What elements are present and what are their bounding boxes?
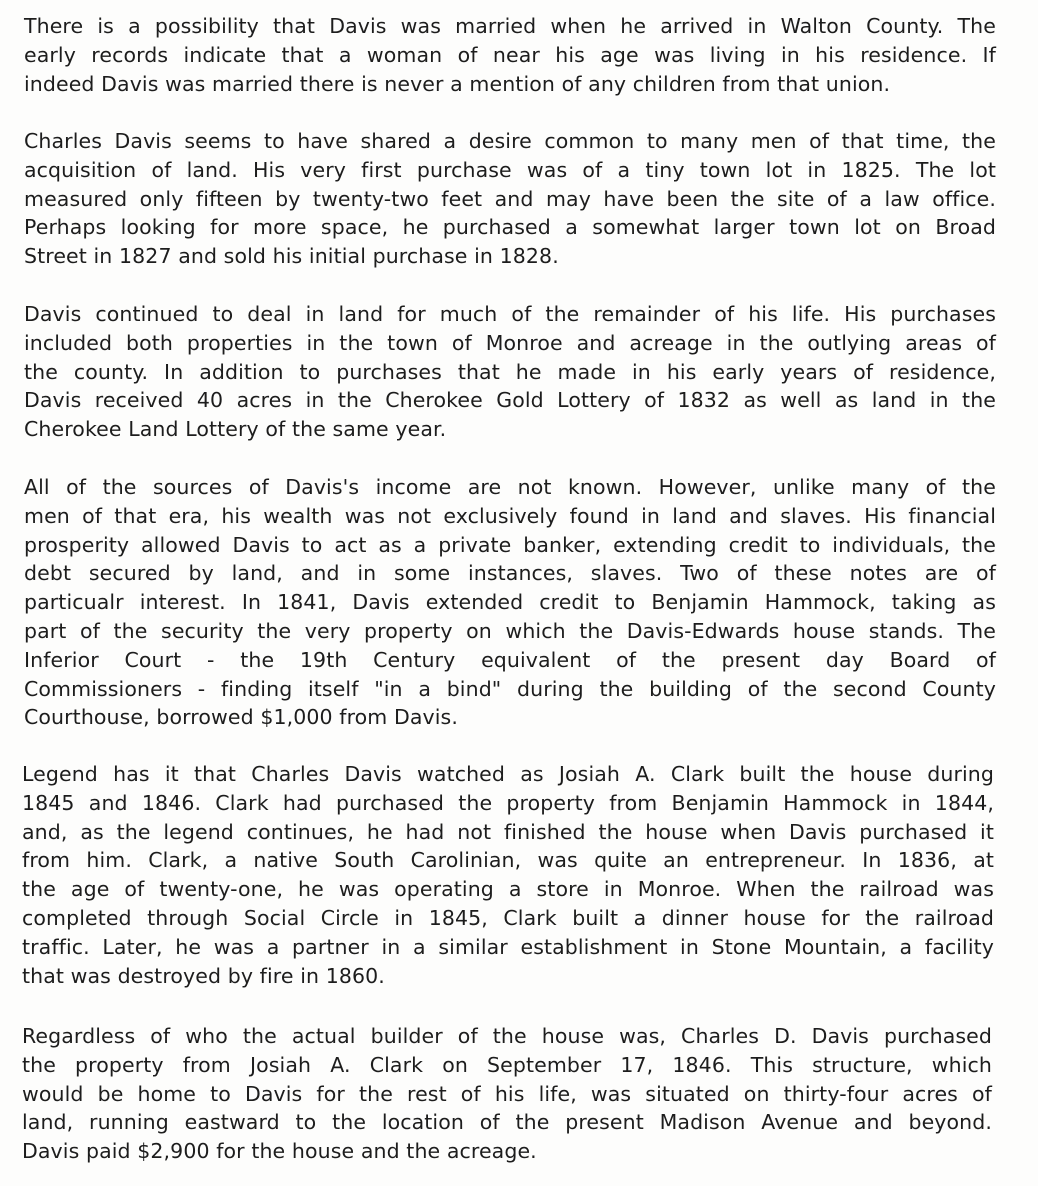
text-line: Street in 1827 and sold his initial purchase in 1828.: [24, 244, 559, 269]
text-line: land, running eastward to the location of the present Madison Avenue and beyond.: [22, 1110, 992, 1135]
text-line: Courthouse, borrowed $1,000 from Davis.: [24, 705, 458, 730]
paragraph-3: [24, 300, 996, 444]
paragraph-5: [22, 760, 994, 990]
text-line: included both properties in the town of Monroe and acreage in the outlying areas of: [24, 330, 996, 355]
text-line: the property from Josiah A. Clark on September 17, 1846. This structure, which: [22, 1052, 992, 1077]
text-line: that was destroyed by fire in 1860.: [22, 963, 385, 988]
text-line: the age of twenty-one, he was operating a store in Monroe. When the railroad was: [22, 877, 994, 902]
text-line: Commissioners - finding itself "in a bind" during the building of the second County: [24, 676, 996, 701]
text-line: and, as the legend continues, he had not finished the house when Davis purchased it: [22, 819, 994, 844]
text-line: the county. In addition to purchases that he made in his early years of residence,: [24, 359, 996, 384]
text-line: traffic. Later, he was a partner in a similar establishment in Stone Mountain, a facility: [22, 934, 994, 959]
text-line: early records indicate that a woman of near his age was living in his residence. If: [24, 42, 996, 67]
paragraph-4: [24, 473, 996, 732]
text-line: men of that era, his wealth was not exclusively found in land and slaves. His financial: [24, 503, 996, 528]
paragraph-2: [24, 127, 996, 271]
text-line: Davis received 40 acres in the Cherokee Gold Lottery of 1832 as well as land in the: [24, 388, 996, 413]
text-line: Perhaps looking for more space, he purchased a somewhat larger town lot on Broad: [24, 215, 996, 240]
text-line: part of the security the very property on which the Davis-Edwards house stands. The: [24, 618, 996, 643]
text-line: Regardless of who the actual builder of the house was, Charles D. Davis purchased: [22, 1024, 992, 1048]
text-line: Cherokee Land Lottery of the same year.: [24, 417, 447, 442]
text-line: completed through Social Circle in 1845, Clark built a dinner house for the railroad: [22, 905, 994, 930]
text-line: 1845 and 1846. Clark had purchased the property from Benjamin Hammock in 1844,: [22, 790, 994, 815]
text-line: particualr interest. In 1841, Davis extended credit to Benjamin Hammock, taking as: [24, 590, 996, 615]
text-line: Charles Davis seems to have shared a desire common to many men of that time, the: [24, 129, 996, 153]
text-line: Davis paid $2,900 for the house and the acreage.: [22, 1139, 537, 1164]
text-line: acquisition of land. His very first purchase was of a tiny town lot in 1825. The lot: [24, 157, 996, 182]
text-line: Legend has it that Charles Davis watched as Josiah A. Clark built the house during: [22, 762, 994, 786]
text-line: Inferior Court - the 19th Century equivalent of the present day Board of: [24, 647, 996, 672]
text-line: There is a possibility that Davis was married when he arrived in Walton County. The: [24, 14, 996, 38]
paragraph-1: [24, 12, 996, 98]
text-line: measured only fifteen by twenty-two feet and may have been the site of a law office.: [24, 186, 996, 211]
paragraph-6: [22, 1022, 992, 1166]
text-line: indeed Davis was married there is never a mention of any children from that union.: [24, 71, 891, 96]
text-line: from him. Clark, a native South Carolinian, was quite an entrepreneur. In 1836, at: [22, 848, 994, 873]
text-line: All of the sources of Davis's income are not known. However, unlike many of the: [24, 475, 996, 499]
text-line: prosperity allowed Davis to act as a private banker, extending credit to individuals, the: [24, 532, 996, 557]
text-line: would be home to Davis for the rest of his life, was situated on thirty-four acres of: [22, 1081, 992, 1106]
text-line: Davis continued to deal in land for much of the remainder of his life. His purchases: [24, 302, 996, 326]
text-line: debt secured by land, and in some instances, slaves. Two of these notes are of: [24, 561, 996, 586]
